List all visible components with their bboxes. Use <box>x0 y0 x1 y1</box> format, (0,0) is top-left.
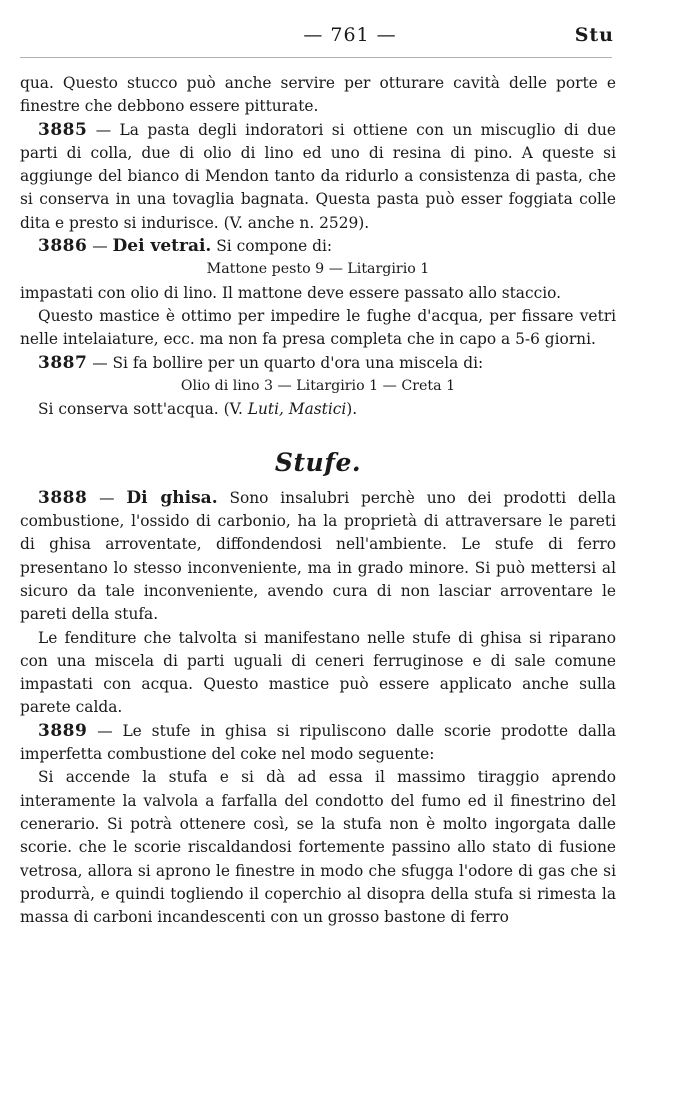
paragraph: Questo mastice è ottimo per impedire le fughe d'acqua, per fissare vetri nelle intelaiature, ecc. ma non fa presa completa che in capo a 5-6 giorni. <box>20 306 616 349</box>
entry-3885 <box>20 119 616 235</box>
entry-3889 <box>20 720 616 767</box>
entry-number: 3889 <box>38 720 88 741</box>
entry-number: 3886 <box>38 236 88 257</box>
entry-text: — Si fa bollire per un quarto d'ora una miscela di: <box>87 353 484 372</box>
entry-text: — La pasta degli indoratori si ottiene con un miscuglio di due parti di colla, due di olio di lino ed uno di resina di pino. A queste si aggiunge del bianco di Mendon tanto da ridurlo a consistenza di pasta, che si conserva in una tovaglia bagnata. Questa pasta può esser foggiata colle dita e presto si indurisce. (V. anche n. 2529). <box>20 120 616 232</box>
recipe-formula: Mattone pesto 9 — Litargirio 1 <box>206 261 430 278</box>
entry-number: 3888 <box>38 487 88 508</box>
page-number: — 761 — <box>303 24 397 46</box>
section-heading: Stufe. <box>274 448 362 478</box>
note-text: ). <box>346 400 358 419</box>
entry-text: Si compone di: <box>211 237 333 256</box>
header-rule <box>20 57 612 58</box>
page-header <box>0 0 700 60</box>
paragraph <box>20 398 616 421</box>
note-text: Si conserva sott'acqua. (V. <box>38 400 248 419</box>
entry-title: Di ghisa. <box>126 487 218 508</box>
paragraph: Si accende la stufa e si dà ad essa il massimo tiraggio aprendo interamente la valvola a farfalla del condotto del fumo ed il finestrino del cenerario. Si potrà ottenere così, se la stufa non è molto ingorgata dalle scorie. che le scorie riscaldandosi fortemente passino allo stato di fusione vetrosa, allora si aprono le finestre in modo che sfugga l'odore di gas che si produrrà, e quindi togliendo il coperchio al disopra della stufa si rimesta la massa di carboni incandescenti con un grosso bastone di ferro <box>20 768 616 927</box>
cross-reference: Luti, Mastici <box>247 400 347 419</box>
entry-dash: — <box>87 488 127 507</box>
entry-3887 <box>20 352 616 375</box>
page-body <box>20 72 616 929</box>
entry-3888 <box>20 487 616 627</box>
paragraph: Le fenditure che talvolta si manifestano nelle stufe di ghisa si riparano con una miscela di parti uguali di ceneri ferruginose e di sale comune impastati con acqua. Questo mastice può essere applicato anche sulla parete calda. <box>20 628 616 717</box>
recipe-formula: Olio di lino 3 — Litargirio 1 — Creta 1 <box>180 377 456 394</box>
entry-number: 3885 <box>38 119 88 140</box>
entry-text: — Le stufe in ghisa si ripuliscono dalle scorie prodotte dalla imperfetta combustione del coke nel modo seguente: <box>20 721 616 764</box>
entry-number: 3887 <box>38 352 88 373</box>
entry-dash: — <box>87 237 113 256</box>
running-head: Stu <box>574 24 614 46</box>
paragraph-continuation: qua. Questo stucco può anche servire per otturare cavità delle porte e finestre che debbono essere pitturate. <box>20 74 616 116</box>
entry-title: Dei vetrai. <box>112 236 212 257</box>
entry-3886 <box>20 235 616 258</box>
entry-text: Sono insalubri perchè uno dei prodotti della combustione, l'ossido di carbonio, ha la proprietà di attraversare le pareti di ghisa arroventate, diffondendosi nell'ambiente. Le stufe di ferro presentano lo stesso inconveniente, ma in grado minore. Si può mettersi al sicuro da tale inconveniente, avendo cura di non lasciar arroventare le pareti della stufa. <box>20 488 617 624</box>
paragraph: impastati con olio di lino. Il mattone deve essere passato allo staccio. <box>20 283 562 302</box>
